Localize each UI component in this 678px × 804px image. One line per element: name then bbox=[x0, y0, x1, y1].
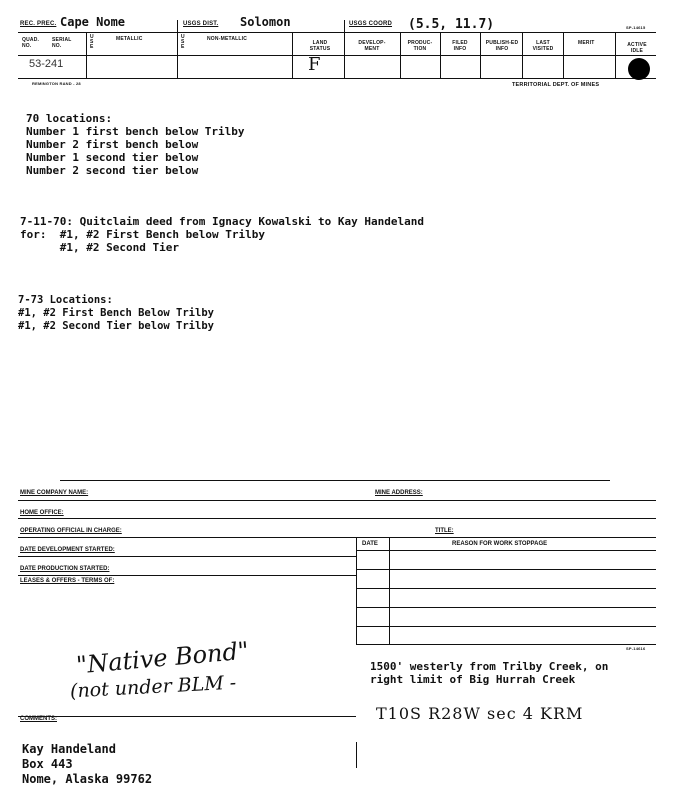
comments-label: COMMENTS: bbox=[20, 716, 57, 722]
col-divider bbox=[177, 20, 178, 78]
usgs-dist-label: USGS DIST. bbox=[183, 21, 219, 27]
mine-company-name-label: MINE COMPANY NAME: bbox=[20, 490, 89, 496]
leases-offers-label: LEASES & OFFERS - TERMS OF: bbox=[20, 578, 115, 584]
table-header-reason: REASON FOR WORK STOPPAGE bbox=[452, 541, 548, 547]
table-col-divider bbox=[389, 537, 390, 644]
title-label: TITLE: bbox=[435, 528, 454, 534]
table-header-date: DATE bbox=[362, 541, 378, 547]
col-divider bbox=[615, 32, 616, 78]
table-row-rule bbox=[356, 550, 656, 551]
active-status-dot bbox=[628, 58, 650, 80]
header-rule-mid bbox=[18, 55, 656, 56]
col-published-info: PUBLISH-ED INFO bbox=[485, 40, 519, 52]
operating-official-label: OPERATING OFFICIAL IN CHARGE: bbox=[20, 528, 122, 534]
rec-prec-value: Cape Nome bbox=[60, 15, 126, 29]
date-production-started-label: DATE PRODUCTION STARTED: bbox=[20, 566, 110, 572]
col-metallic: METALLIC bbox=[116, 36, 143, 42]
location-description: 1500' westerly from Trilby Creek, on right limit of Big Hurrah Creek bbox=[370, 660, 609, 686]
form-top-rule bbox=[60, 480, 610, 481]
col-active-idle: ACTIVE IDLE bbox=[627, 42, 647, 54]
col-non-metallic: NON-METALLIC bbox=[207, 36, 248, 42]
table-row-rule bbox=[356, 607, 656, 608]
col-divider bbox=[480, 32, 481, 78]
locations-1970-note: 70 locations: Number 1 first bench below Trilby Number 2 first bench below Number 1 second tier below Number 2 second tier below bbox=[26, 112, 245, 177]
territorial-label: TERRITORIAL DEPT. OF MINES bbox=[512, 82, 600, 88]
remington-label: REMINGTON RAND - 28 bbox=[32, 81, 81, 86]
col-divider bbox=[292, 32, 293, 78]
col-divider bbox=[344, 20, 345, 78]
owner-box: Box 443 bbox=[22, 757, 73, 771]
col-land-status: LAND STATUS bbox=[309, 40, 331, 52]
form-number: SP-14615 bbox=[626, 25, 646, 30]
form-rule bbox=[18, 518, 656, 519]
handwritten-blm-note: (not under BLM - bbox=[69, 671, 237, 703]
form-rule bbox=[18, 575, 356, 576]
table-row-rule bbox=[356, 588, 656, 589]
col-divider bbox=[400, 32, 401, 78]
col-divider bbox=[440, 32, 441, 78]
owner-name: Kay Handeland bbox=[22, 742, 116, 756]
col-uxs-b: U S E bbox=[181, 34, 185, 50]
usgs-coord-label: USGS COORD bbox=[349, 21, 393, 27]
usgs-coord-value: (5.5, 11.7) bbox=[408, 17, 495, 32]
col-last-visited: LAST VISITED bbox=[532, 40, 554, 52]
form-number-2: SP-14616 bbox=[626, 646, 646, 651]
home-office-label: HOME OFFICE: bbox=[20, 510, 64, 516]
header-rule-bottom bbox=[18, 78, 656, 79]
quad-value: 53-241 bbox=[29, 58, 64, 70]
col-production: PRODUC-TION bbox=[407, 40, 433, 52]
col-filed-info: FILED INFO bbox=[452, 40, 468, 52]
form-rule bbox=[18, 556, 356, 557]
table-row-rule bbox=[356, 644, 656, 645]
legal-description: T10S R28W sec 4 KRM bbox=[376, 704, 584, 723]
date-development-started-label: DATE DEVELOPMENT STARTED: bbox=[20, 547, 115, 553]
col-merit: MERIT bbox=[578, 40, 595, 46]
form-rule bbox=[18, 500, 656, 501]
col-serial-no: SERIAL NO. bbox=[52, 37, 72, 49]
owner-city: Nome, Alaska 99762 bbox=[22, 772, 153, 786]
comments-divider bbox=[356, 742, 357, 768]
header-rule-top bbox=[18, 32, 656, 33]
rec-prec-label: REC. PREC. bbox=[20, 21, 57, 27]
usgs-dist-value: Solomon bbox=[240, 15, 291, 29]
table-row-rule bbox=[356, 569, 656, 570]
comments-rule bbox=[18, 716, 356, 717]
quitclaim-deed-note: 7-11-70: Quitclaim deed from Ignacy Kowalski to Kay Handeland for: #1, #2 First Bench below Trilby #1, #2 Second Tier bbox=[20, 215, 424, 254]
land-status-value: F bbox=[308, 54, 321, 75]
col-uxs-a: U S E bbox=[90, 34, 94, 50]
mine-address-label: MINE ADDRESS: bbox=[375, 490, 423, 496]
col-divider bbox=[522, 32, 523, 78]
col-development: DEVELOP-MENT bbox=[358, 40, 386, 52]
handwritten-claim-name: "Native Bond" bbox=[75, 636, 250, 680]
col-divider bbox=[563, 32, 564, 78]
col-divider bbox=[86, 32, 87, 78]
table-border-left bbox=[356, 537, 357, 644]
col-quad-no: QUAD. NO. bbox=[22, 37, 40, 49]
locations-1973-note: 7-73 Locations: #1, #2 First Bench Below Trilby #1, #2 Second Tier below Trilby bbox=[18, 294, 214, 332]
table-row-rule bbox=[356, 626, 656, 627]
form-rule bbox=[18, 537, 656, 538]
